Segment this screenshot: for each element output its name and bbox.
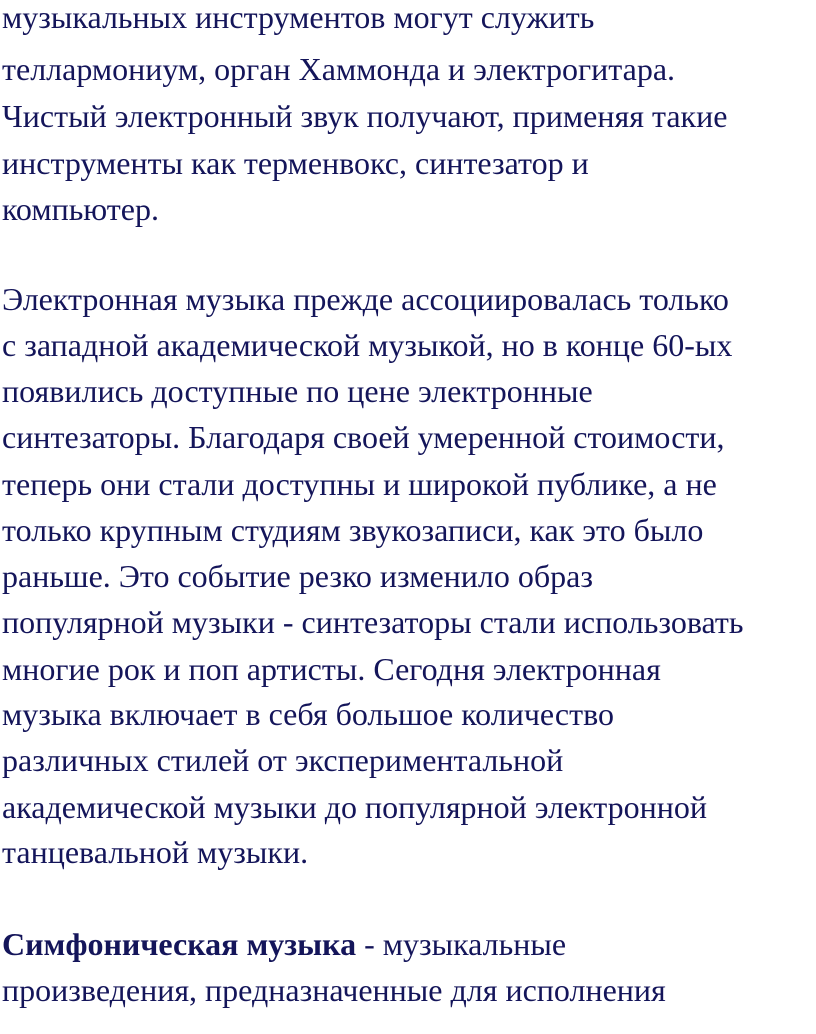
paragraph-2-line-10: музыка включает в себя большое количество [2,696,614,732]
paragraph-3-line-1 [2,921,566,968]
paragraph-2-line-13: танцевальной музыки. [2,834,309,870]
paragraph-1-line-1: музыкальных инструментов могут служить [2,0,595,35]
paragraph-1-line-2: теллармониум, орган Хаммонда и электрогитара. [2,51,676,87]
paragraph-3-line-2: произведения, предназначенные для исполнения [2,972,666,1008]
paragraph-2-line-4: синтезаторы. Благодаря своей умеренной стоимости, [2,419,725,455]
paragraph-1-line-3: Чистый электронный звук получают, применяя такие [2,98,728,134]
paragraph-1-line-4: инструменты как терменвокс, синтезатор и [2,145,589,181]
term-bold: Симфоническая музыка [2,926,357,962]
paragraph-2-line-3: появились доступные по цене электронные [2,373,593,409]
paragraph-2-line-5: теперь они стали доступны и широкой публике, а не [2,466,717,502]
paragraph-2-line-12: академической музыки до популярной электронной [2,789,707,825]
paragraph-2-line-6: только крупным студиям звукозаписи, как это было [2,512,704,548]
paragraph-2-line-1: Электронная музыка прежде ассоциировалась только [2,281,729,317]
paragraph-1-line-5: компьютер. [2,191,159,227]
paragraph-2-line-8: популярной музыки - синтезаторы стали использовать [2,604,744,640]
term-definition-start: - музыкальные [356,926,567,962]
paragraph-2-line-2: с западной академической музыкой, но в конце 60-ых [2,327,733,363]
paragraph-2-line-9: многие рок и поп артисты. Сегодня электронная [2,651,661,687]
paragraph-2-line-7: раньше. Это событие резко изменило образ [2,558,594,594]
paragraph-2-line-11: различных стилей от экспериментальной [2,742,564,778]
